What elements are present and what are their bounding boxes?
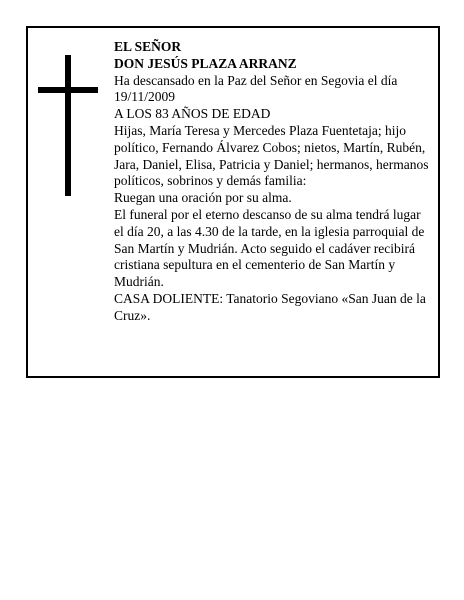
cross-icon-horizontal-bar bbox=[38, 87, 98, 93]
rest-statement: Ha descansado en la Paz del Señor en Segovia el día 19/11/2009 bbox=[114, 72, 398, 105]
cross-icon-vertical-bar bbox=[65, 55, 71, 196]
family-statement: Hijas, María Teresa y Mercedes Plaza Fuentetaja; hijo político, Fernando Álvarez Cobos; nietos, Martín, Rubén, Jara, Daniel, Elisa, Patricia y Daniel; hermanos, hermanos políticos, sobrinos y demás familia: bbox=[114, 122, 429, 189]
funeral-details: El funeral por el eterno descanso de su alma tendrá lugar el día 20, a las 4.30 de la tarde, en la iglesia parroquial de San Martín y Mudrián. Acto seguido el cadáver recibirá cristiana sepultura en el cementerio de San Martín y Mudrián. bbox=[114, 206, 425, 290]
deceased-name: DON JESÚS PLAZA ARRANZ bbox=[114, 55, 297, 71]
deceased-title: EL SEÑOR bbox=[114, 39, 182, 54]
age-statement: A LOS 83 AÑOS DE EDAD bbox=[114, 106, 271, 122]
mourning-house: CASA DOLIENTE: Tanatorio Segoviano «San Juan de la Cruz». bbox=[114, 290, 426, 323]
prayer-request: Ruegan una oración por su alma. bbox=[114, 190, 292, 206]
obituary-text bbox=[114, 39, 432, 325]
